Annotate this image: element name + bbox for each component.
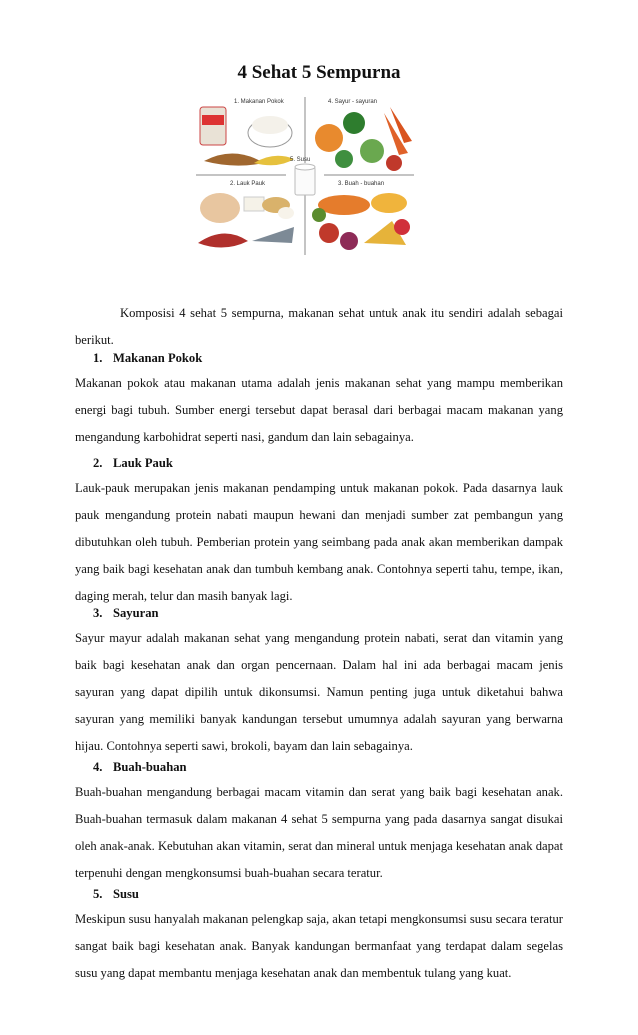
section-number: 5. [93, 887, 103, 901]
section-title: Makanan Pokok [113, 351, 203, 365]
figure-label-fruits: 3. Buah - buahan [338, 181, 385, 187]
section-heading-sayuran [93, 600, 159, 627]
section-number: 2. [93, 456, 103, 470]
food-groups-illustration [194, 93, 416, 258]
figure-label-milk: 5. Susu [290, 157, 311, 163]
section-title: Lauk Pauk [113, 456, 173, 470]
section-body-lauk-pauk: Lauk-pauk merupakan jenis makanan pendamping untuk makanan pokok. Pada dasarnya lauk pauk mengandung protein nabati maupun hewani dan menjadi sumber zat pembangun yang dibutuhkan oleh tubuh. Pemberian protein yang seimbang pada anak akan memberikan dampak yang baik bagi kesehatan anak dan tumbuh kembang anak. Contohnya seperti tahu, tempe, ikan, daging merah, telur dan masih banyak lagi. [75, 481, 563, 603]
figure-label-vegetables: 4. Sayur - sayuran [328, 99, 378, 105]
food-pyramid-figure [194, 93, 416, 258]
section-heading-lauk-pauk [93, 450, 173, 477]
figure-label-side-dish: 2. Lauk Pauk [230, 181, 266, 187]
section-heading-susu [93, 881, 139, 908]
section-body-sayuran: Sayur mayur adalah makanan sehat yang mengandung protein nabati, serat dan vitamin yang baik bagi kesehatan anak dan organ pencernaan. Dalam hal ini ada berbagai macam jenis sayuran yang dapat dipilih untuk dikonsumsi. Namun penting juga untuk diketahui bahwa sayuran yang memiliki banyak kandungan tersebut umumnya adalah sayuran yang berwarna hijau. Contohnya seperti sawi, brokoli, bayam dan lain sebagainya. [75, 631, 563, 753]
section-title: Sayuran [113, 606, 159, 620]
figure-label-staple: 1. Makanan Pokok [234, 99, 284, 105]
section-number: 3. [93, 606, 103, 620]
section-body-susu: Meskipun susu hanyalah makanan pelengkap saja, akan tetapi mengkonsumsi susu secara teratur sangat baik bagi kesehatan anak. Banyak kandungan bermanfaat yang terdapat dalam segelas susu yang dapat membantu menjaga kesehatan anak dan membentuk tulang yang kuat. [75, 912, 563, 980]
section-number: 1. [93, 351, 103, 365]
section-number: 4. [93, 760, 103, 774]
intro-paragraph-line1: Komposisi 4 sehat 5 sempurna, makanan sehat untuk anak itu sendiri adalah sebagai [120, 306, 563, 320]
section-body-makanan-pokok: Makanan pokok atau makanan utama adalah jenis makanan sehat yang mampu memberikan energi bagi tubuh. Sumber energi tersebut dapat berasal dari berbagai macam makanan yang mengandung karbohidrat seperti nasi, gandum dan lain sebagainya. [75, 376, 563, 444]
intro-paragraph-line2: berikut. [75, 333, 114, 347]
section-heading-buah-buahan [93, 754, 187, 781]
milk-glass-image [295, 164, 315, 195]
section-heading-makanan-pokok [93, 345, 202, 372]
section-title: Buah-buahan [113, 760, 187, 774]
section-title: Susu [113, 887, 139, 901]
section-body-buah-buahan: Buah-buahan mengandung berbagai macam vitamin dan serat yang baik bagi kesehatan anak. Buah-buahan termasuk dalam makanan 4 sehat 5 sempurna yang pada dasarnya sangat disukai oleh anak-anak. Kebutuhan akan vitamin, serat dan mineral untuk menjaga kesehatan anak dapat terpenuhi dengan mengkonsumsi buah-buahan secara teratur. [75, 785, 563, 880]
page-title: 4 Sehat 5 Sempurna [237, 62, 401, 83]
